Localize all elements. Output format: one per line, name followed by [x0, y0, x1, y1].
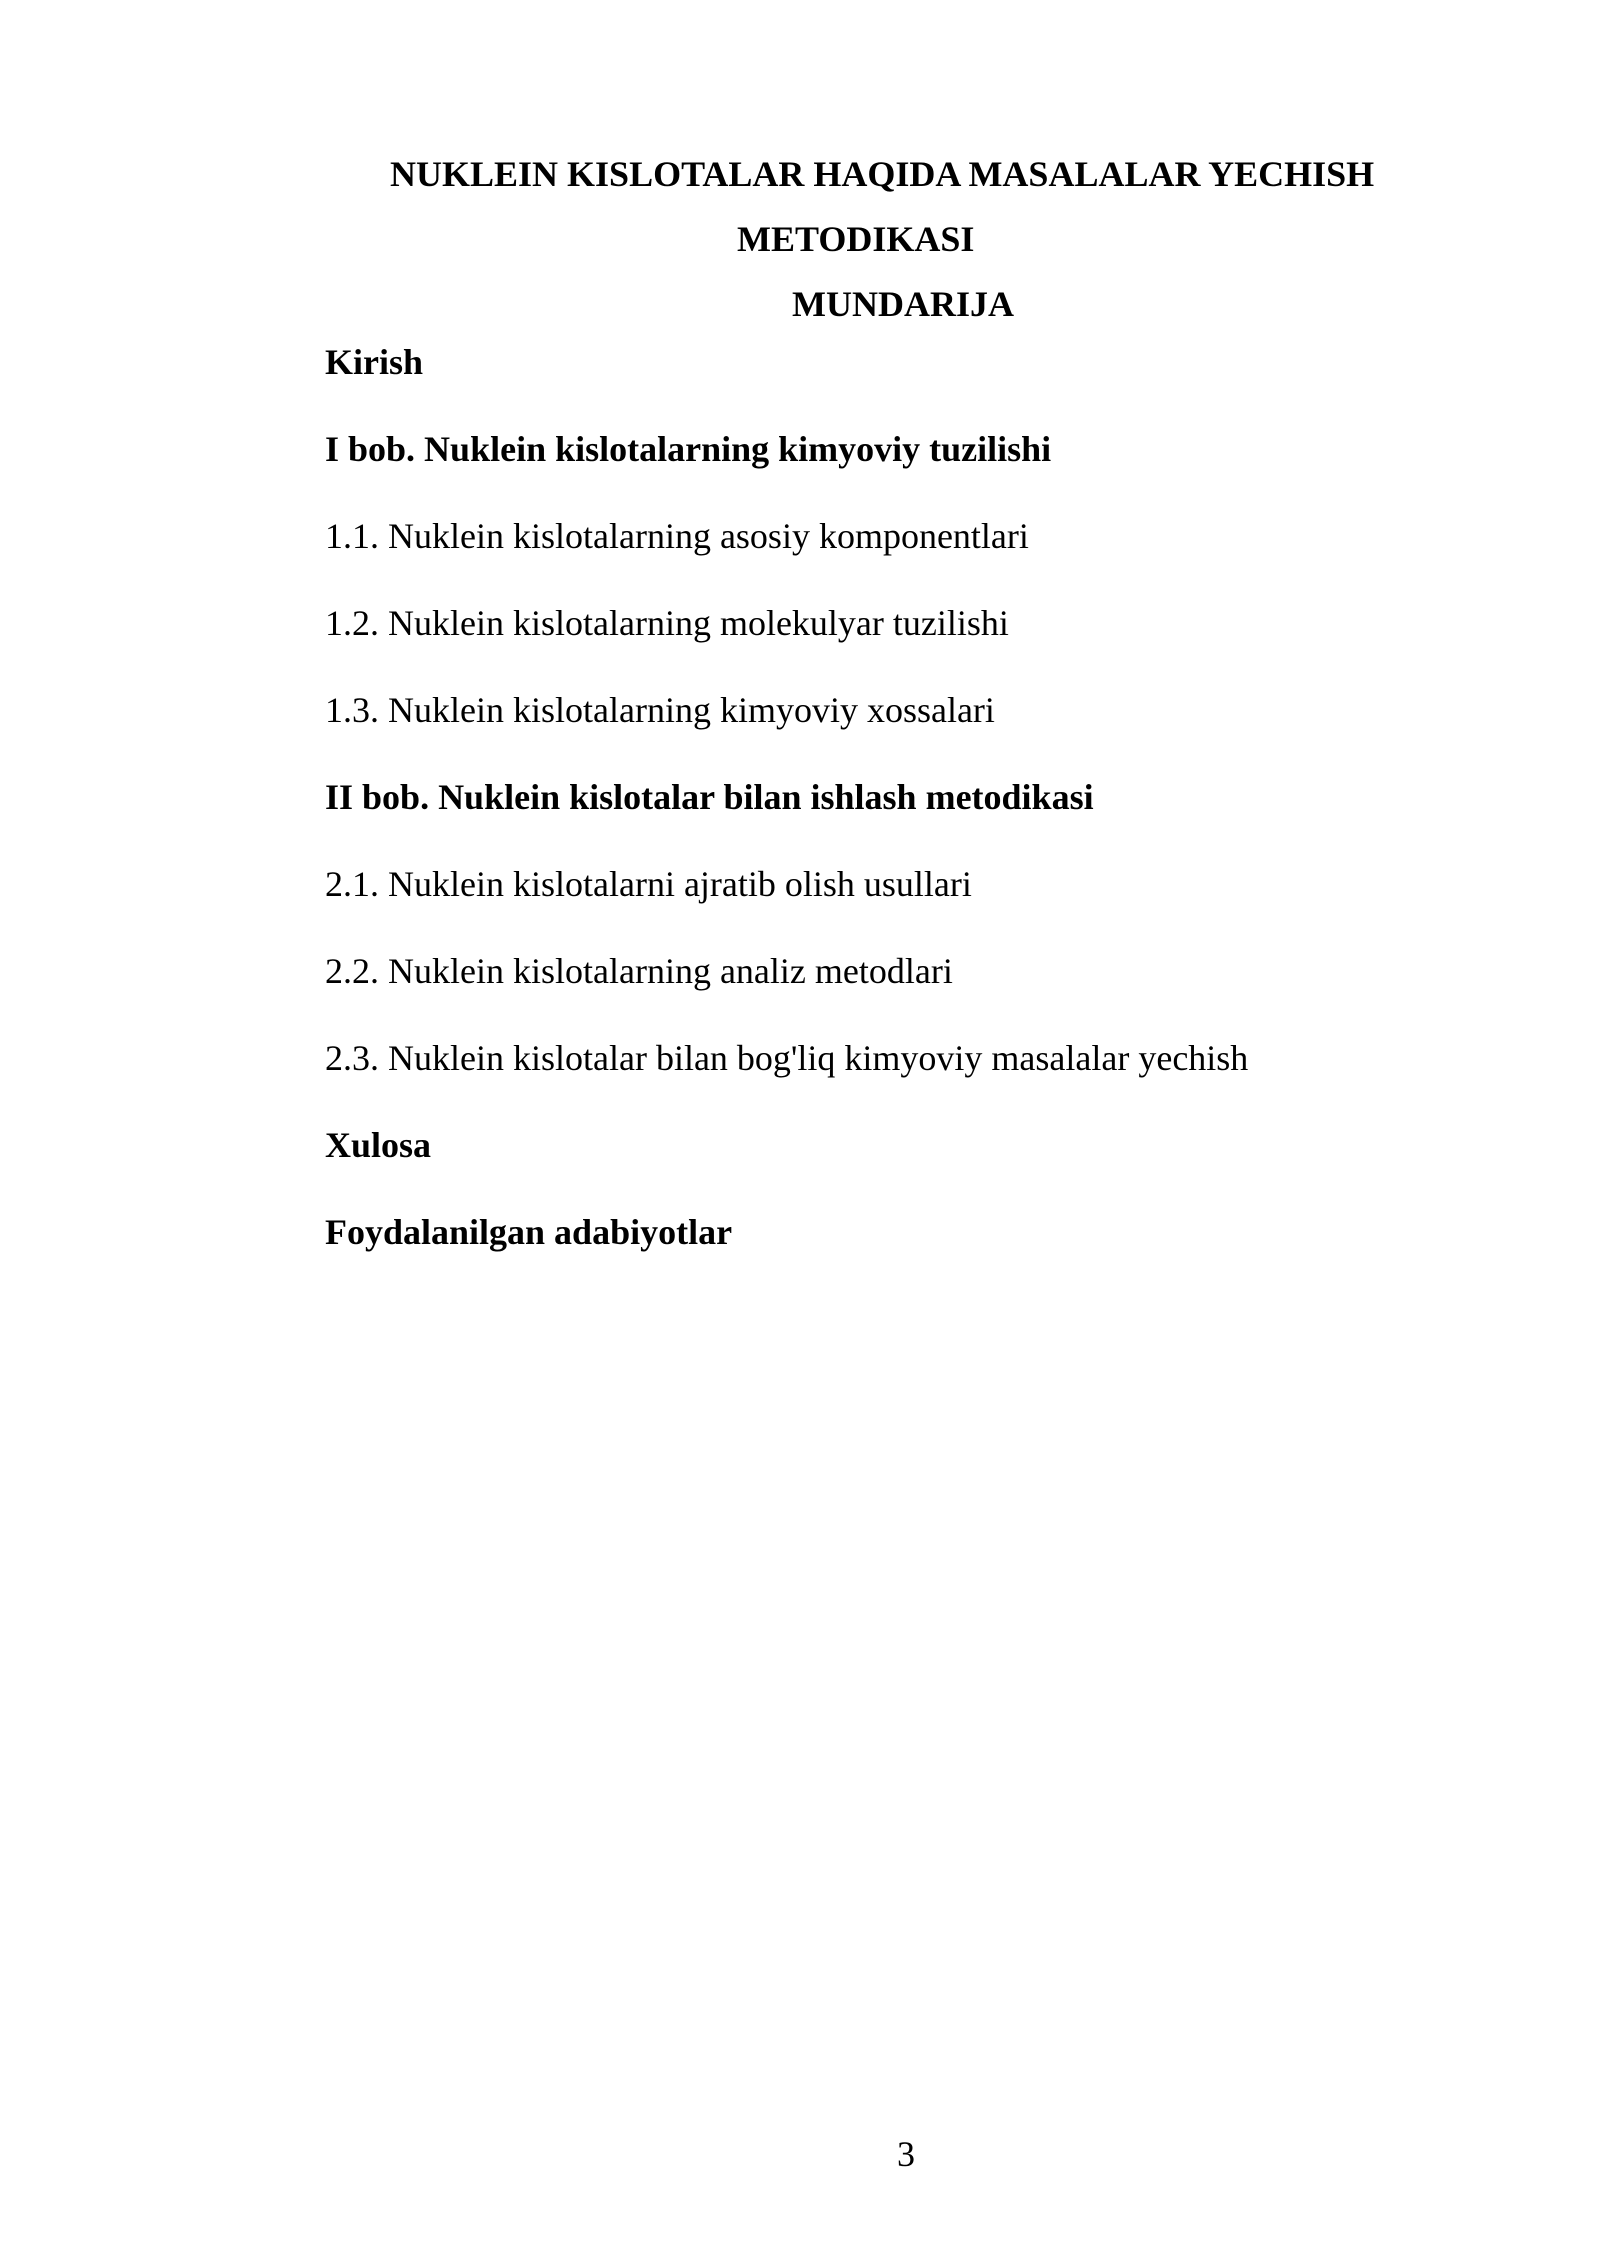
- toc-entry-chapter-1: I bob. Nuklein kislotalarning kimyoviy tuzilishi: [325, 429, 1052, 469]
- toc-entry-introduction: Kirish: [325, 342, 424, 382]
- toc-entry-section-2-2: 2.2. Nuklein kislotalarning analiz metodlari: [325, 951, 953, 991]
- toc-entry-section-2-1: 2.1. Nuklein kislotalarni ajratib olish usullari: [325, 864, 972, 904]
- toc-entry-chapter-2: II bob. Nuklein kislotalar bilan ishlash metodikasi: [325, 777, 1094, 817]
- toc-entry-section-1-3: 1.3. Nuklein kislotalarning kimyoviy xossalari: [325, 690, 995, 730]
- page-number: 3: [897, 2134, 915, 2174]
- toc-entry-section-2-3: 2.3. Nuklein kislotalar bilan bog'liq kimyoviy masalalar yechish: [325, 1038, 1249, 1078]
- toc-entry-section-1-1: 1.1. Nuklein kislotalarning asosiy komponentlari: [325, 516, 1029, 556]
- toc-entry-conclusion: Xulosa: [325, 1125, 432, 1165]
- toc-entry-section-1-2: 1.2. Nuklein kislotalarning molekulyar tuzilishi: [325, 603, 1009, 643]
- contents-heading: MUNDARIJA: [792, 284, 1014, 324]
- toc-entry-references: Foydalanilgan adabiyotlar: [325, 1212, 733, 1252]
- document-title-line-2: METODIKASI: [737, 219, 975, 259]
- document-title-line-1: NUKLEIN KISLOTALAR HAQIDA MASALALAR YECHISH: [390, 154, 1375, 194]
